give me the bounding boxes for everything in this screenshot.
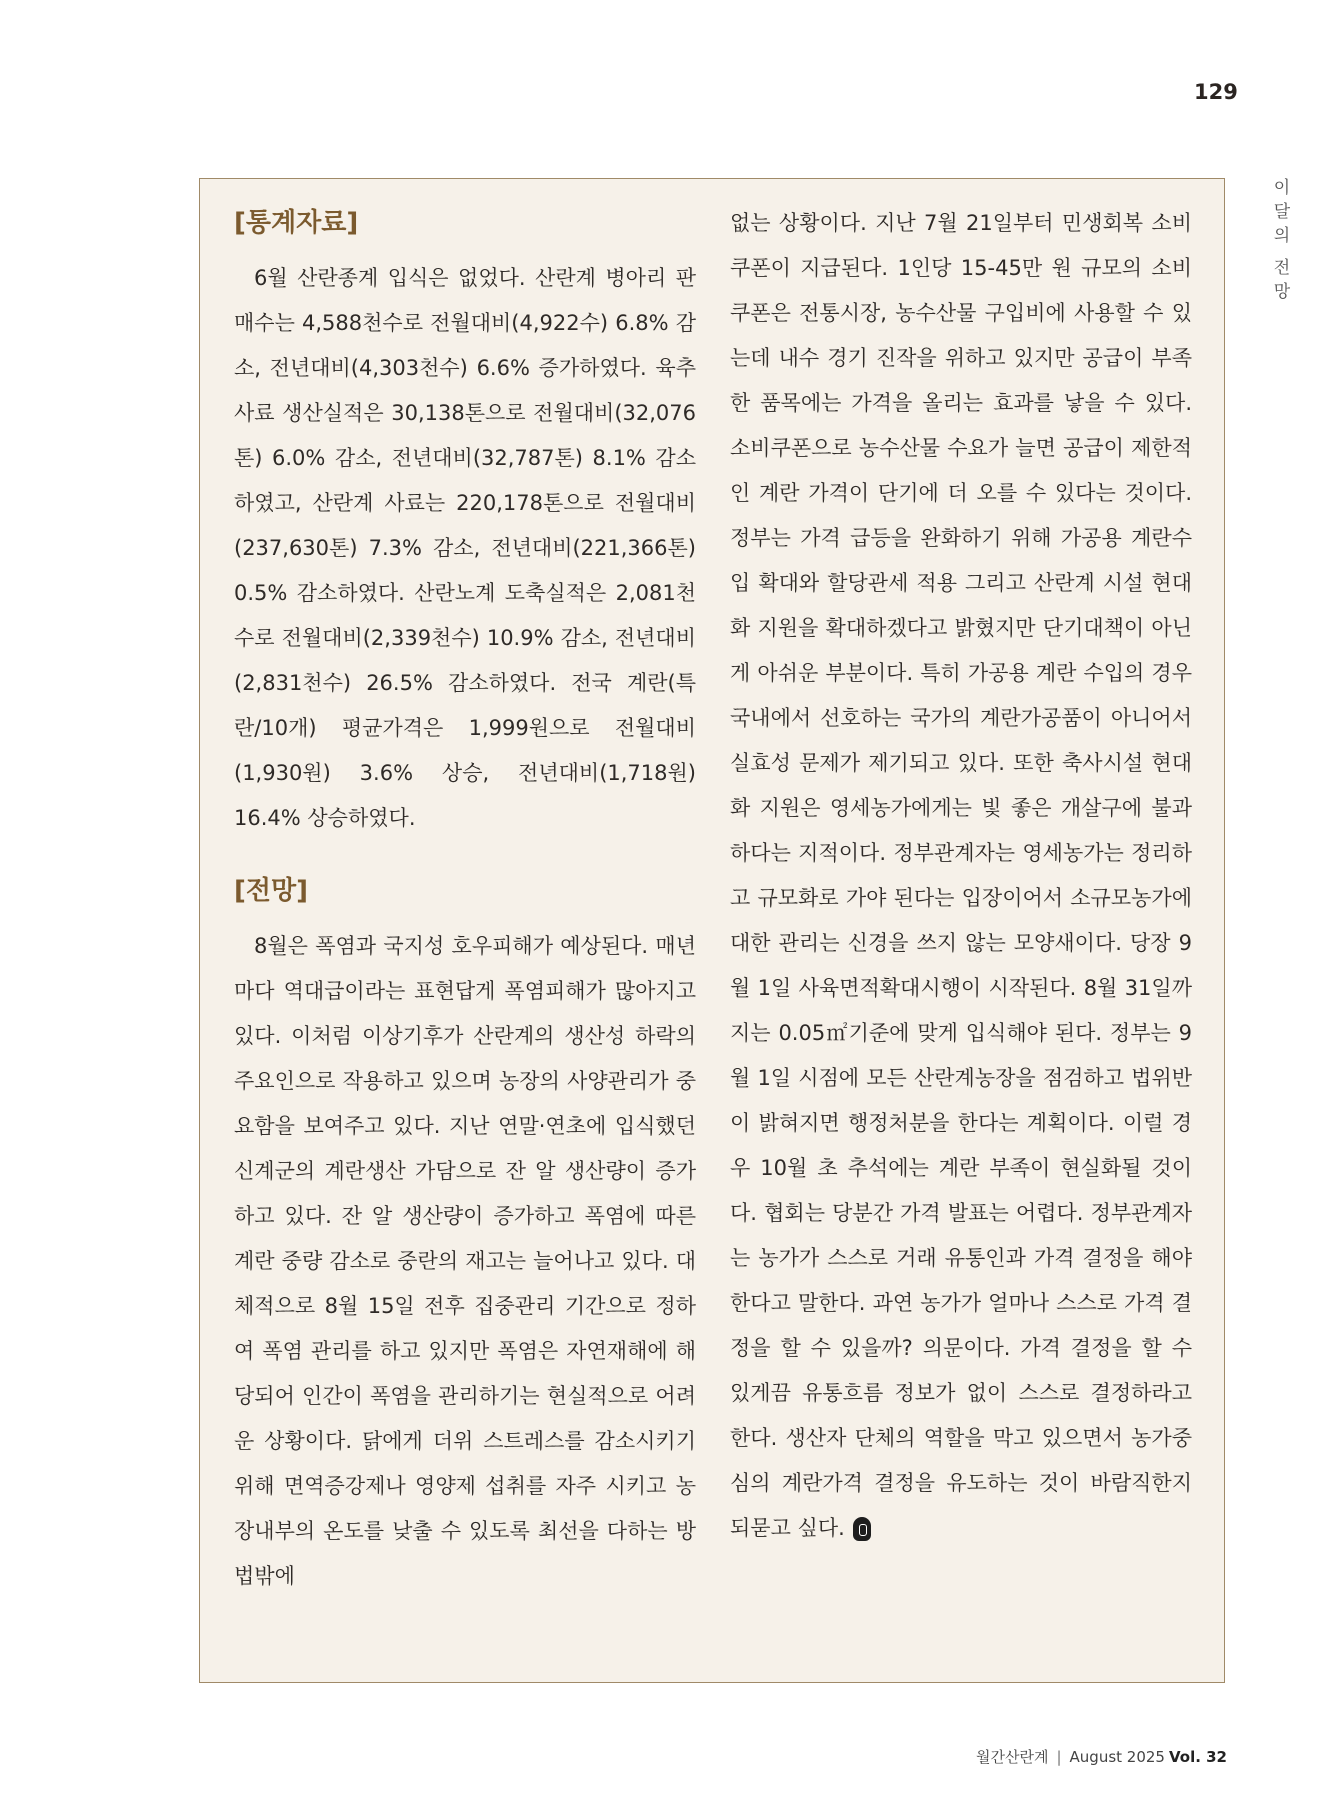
footer-separator: | (1056, 1748, 1062, 1766)
left-column (234, 201, 696, 1599)
statistics-heading: [통계자료] (234, 208, 359, 238)
page-footer (976, 1746, 1227, 1767)
statistics-paragraph: 6월 산란종계 입식은 없었다. 산란계 병아리 판매수는 4,588천수로 전월대비(4,922수) 6.8% 감소, 전년대비(4,303천수) 6.6% 증가하였다. 육추사료 생산실적은 30,138톤으로 전월대비(32,076톤) 6.0% 감소, 전년대비(32,787톤) 8.1% 감소하였고, 산란계 사료는 220,178톤으로 전월대비(237,630톤) 7.3% 감소, 전년대비(221,366톤) 0.5% 감소하였다. 산란노계 도축실적은 2,081천수로 전월대비(2,339천수) 10.9% 감소, 전년대비(2,831천수) 26.5% 감소하였다. 전국 계란(특란/10개) 평균가격은 1,999원으로 전월대비(1,930원) 3.6% 상승, 전년대비(1,718원) 16.4% 상승하였다. (234, 266, 696, 830)
side-tab-char: 달 (1273, 202, 1291, 222)
side-tab-char: 망 (1273, 282, 1291, 302)
right-column (730, 201, 1192, 1551)
magazine-name: 월간산란계 (976, 1748, 1049, 1766)
side-tab-char: 이 (1273, 178, 1291, 198)
article-box (199, 178, 1225, 1683)
section-side-tab (1269, 176, 1295, 304)
side-tab-char: 전 (1273, 258, 1291, 278)
volume-number: Vol. 32 (1168, 1748, 1227, 1766)
outlook-continued-paragraph: 없는 상황이다. 지난 7월 21일부터 민생회복 소비쿠폰이 지급된다. 1인당 15-45만 원 규모의 소비쿠폰은 전통시장, 농수산물 구입비에 사용할 수 있는데 내수 경기 진작을 위하고 있지만 공급이 부족한 품목에는 가격을 올리는 효과를 낳을 수 있다. 소비쿠폰으로 농수산물 수요가 늘면 공급이 제한적인 계란 가격이 단기에 더 오를 수 있다는 것이다. 정부는 가격 급등을 완화하기 위해 가공용 계란수입 확대와 할당관세 적용 그리고 산란계 시설 현대화 지원을 확대하겠다고 밝혔지만 단기대책이 아닌 게 아쉬운 부분이다. 특히 가공용 계란 수입의 경우 국내에서 선호하는 국가의 계란가공품이 아니어서 실효성 문제가 제기되고 있다. 또한 축사시설 현대화 지원은 영세농가에게는 빛 좋은 개살구에 불과하다는 지적이다. 정부관계자는 영세농가는 정리하고 규모화로 가야 된다는 입장이어서 소규모농가에 대한 관리는 신경을 쓰지 않는 모양새이다. 당장 9월 1일 사육면적확대시행이 시작된다. 8월 31일까지는 0.05㎡기준에 맞게 입식해야 된다. 정부는 9월 1일 시점에 모든 산란계농장을 점검하고 법위반이 밝혀지면 행정처분을 한다는 계획이다. 이럴 경우 10월 초 추석에는 계란 부족이 현실화될 것이다. 협회는 당분간 가격 발표는 어렵다. 정부관계자는 농가가 스스로 거래 유통인과 가격 결정을 해야 한다고 말한다. 과연 농가가 얼마나 스스로 가격 결정을 할 수 있을까? 의문이다. 가격 결정을 할 수 있게끔 유통흐름 정보가 없이 스스로 결정하라고 한다. 생산자 단체의 역할을 막고 있으면서 농가중심의 계란가격 결정을 유도하는 것이 바람직한지 되묻고 싶다. (730, 211, 1192, 1540)
outlook-heading: [전망] (234, 876, 308, 906)
outlook-paragraph: 8월은 폭염과 국지성 호우피해가 예상된다. 매년마다 역대급이라는 표현답게 폭염피해가 많아지고 있다. 이처럼 이상기후가 산란계의 생산성 하락의 주요인으로 작용하고 있으며 농장의 사양관리가 중요함을 보여주고 있다. 지난 연말·연초에 입식했던 신계군의 계란생산 가담으로 잔 알 생산량이 증가하고 있다. 잔 알 생산량이 증가하고 폭염에 따른 계란 중량 감소로 중란의 재고는 늘어나고 있다. 대체적으로 8월 15일 전후 집중관리 기간으로 정하여 폭염 관리를 하고 있지만 폭염은 자연재해에 해당되어 인간이 폭염을 관리하기는 현실적으로 어려운 상황이다. 닭에게 더위 스트레스를 감소시키기 위해 면역증강제나 영양제 섭취를 자주 시키고 농장내부의 온도를 낮출 수 있도록 최선을 다하는 방법밖에 (234, 934, 696, 1588)
page-number: 129 (1194, 80, 1238, 104)
article-end-icon (853, 1517, 871, 1541)
side-tab-char: 의 (1273, 226, 1291, 246)
issue-date: August 2025 (1069, 1748, 1165, 1766)
